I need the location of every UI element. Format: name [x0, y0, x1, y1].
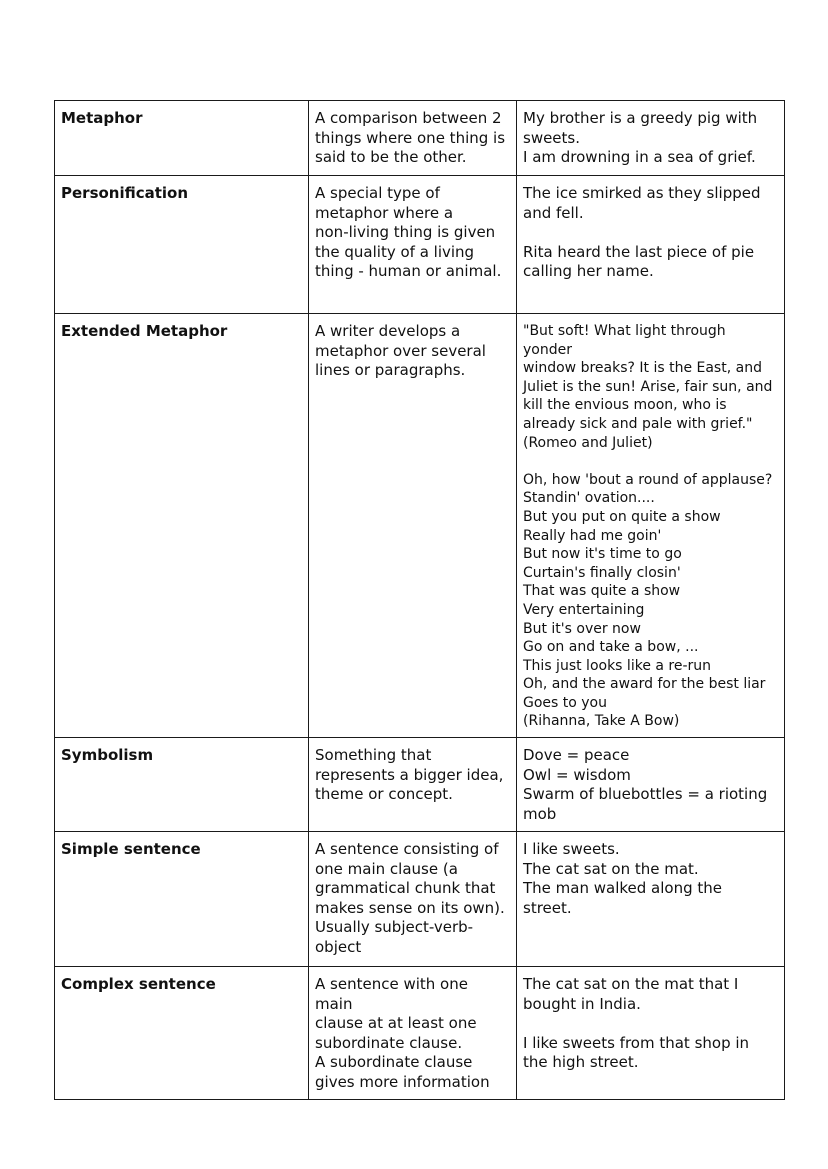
example-line: My brother is a greedy pig with	[523, 109, 758, 127]
definition-line: Something that	[315, 746, 432, 765]
example-cell	[517, 832, 785, 967]
term-label: Simple sentence	[61, 840, 201, 859]
definition-line: grammatical chunk that	[315, 879, 496, 898]
example-line: But it's over now	[523, 620, 641, 637]
example-line: The man walked along the	[523, 879, 722, 898]
example-line: Goes to you	[523, 694, 607, 711]
definition-line: metaphor where a	[315, 203, 454, 222]
table-row	[55, 314, 785, 738]
definition-line: object	[315, 938, 362, 957]
term-cell	[55, 314, 309, 738]
example-line: Oh, and the award for the best liar	[523, 676, 766, 693]
definition-line: non-living thing is given	[315, 223, 496, 242]
term-label: Personification	[61, 184, 189, 202]
definition-line: said to be the other.	[315, 148, 467, 167]
definition-line: metaphor over several	[315, 341, 486, 360]
table-row	[55, 832, 785, 967]
example-line: (Romeo and Juliet)	[523, 434, 653, 451]
definition-line: represents a bigger idea,	[315, 765, 504, 784]
example-line: Owl = wisdom	[523, 765, 631, 784]
definition-cell	[309, 101, 517, 176]
example-line: The cat sat on the mat.	[523, 859, 699, 878]
term-label: Complex sentence	[61, 975, 216, 994]
example-line: calling her name.	[523, 262, 654, 281]
example-line: I am drowning in a sea of grief.	[523, 148, 756, 167]
example-cell	[517, 101, 785, 176]
example-cell	[517, 314, 785, 738]
example-line: sweets.	[523, 128, 581, 147]
definition-line: A sentence consisting of	[315, 840, 499, 859]
example-line: That was quite a show	[523, 583, 681, 600]
table-row	[55, 738, 785, 832]
example-line	[523, 223, 778, 243]
example-line: and fell.	[523, 203, 584, 222]
example-line: But now it's time to go	[523, 546, 682, 563]
definition-cell	[309, 832, 517, 967]
table-row	[55, 176, 785, 314]
example-line: The cat sat on the mat that I	[523, 975, 739, 994]
definition-line: A subordinate clause	[315, 1053, 473, 1072]
example-line: Really had me goin'	[523, 527, 662, 544]
definition-line: theme or concept.	[315, 785, 453, 804]
example-line: I like sweets.	[523, 840, 620, 859]
definition-line: things where one thing is	[315, 128, 506, 147]
definition-line: Usually subject-verb-	[315, 918, 474, 937]
example-cell	[517, 738, 785, 832]
example-line: kill the envious moon, who is	[523, 397, 727, 414]
literary-terms-table	[54, 100, 785, 1100]
term-label: Symbolism	[61, 746, 154, 765]
definition-line: thing - human or animal.	[315, 262, 502, 281]
example-line: bought in India.	[523, 994, 641, 1013]
definition-line: A comparison between 2	[315, 109, 502, 127]
definition-line: A special type of	[315, 184, 440, 202]
example-line: Go on and take a bow, ...	[523, 639, 699, 656]
term-cell	[55, 738, 309, 832]
definition-line: makes sense on its own).	[315, 898, 505, 917]
term-label: Extended Metaphor	[61, 322, 228, 340]
example-line: I like sweets from that shop in	[523, 1033, 750, 1052]
term-label: Metaphor	[61, 109, 143, 127]
example-cell	[517, 967, 785, 1100]
example-line: Oh, how 'bout a round of applause?	[523, 471, 773, 488]
term-cell	[55, 101, 309, 176]
definition-cell	[309, 738, 517, 832]
example-line: Very entertaining	[523, 601, 645, 618]
example-line: window breaks? It is the East, and	[523, 360, 762, 377]
example-line: Rita heard the last piece of pie	[523, 242, 755, 261]
example-line: "But soft! What light through yonder	[523, 323, 731, 358]
example-line: This just looks like a re-run	[523, 657, 712, 674]
table-row	[55, 101, 785, 176]
example-line: (Rihanna, Take A Bow)	[523, 713, 680, 730]
example-line: Curtain's finally closin'	[523, 564, 681, 581]
example-line: already sick and pale with grief."	[523, 415, 753, 432]
glossary-sheet	[54, 100, 784, 1100]
term-cell	[55, 176, 309, 314]
example-cell	[517, 176, 785, 314]
example-line	[523, 452, 778, 471]
terms-table-body	[55, 101, 785, 1100]
example-line: But you put on quite a show	[523, 508, 721, 525]
example-line: Swarm of bluebottles = a rioting	[523, 785, 768, 804]
definition-line: the quality of a living	[315, 242, 475, 261]
term-cell	[55, 832, 309, 967]
example-line: mob	[523, 804, 557, 823]
definition-line: subordinate clause.	[315, 1033, 463, 1052]
example-line: Juliet is the sun! Arise, fair sun, and	[523, 378, 773, 395]
definition-line: A sentence with one main	[315, 975, 473, 1013]
definition-cell	[309, 314, 517, 738]
definition-line: lines or paragraphs.	[315, 361, 466, 380]
table-row	[55, 967, 785, 1100]
example-line: Dove = peace	[523, 746, 630, 765]
example-line: The ice smirked as they slipped	[523, 184, 761, 202]
definition-line: A writer develops a	[315, 322, 461, 340]
example-line	[523, 1014, 778, 1034]
example-line: the high street.	[523, 1053, 639, 1072]
definition-line: clause at at least one	[315, 1014, 477, 1033]
example-line: street.	[523, 898, 572, 917]
term-cell	[55, 967, 309, 1100]
definition-cell	[309, 967, 517, 1100]
example-line: Standin' ovation....	[523, 490, 655, 507]
definition-line: gives more information	[315, 1073, 490, 1092]
definition-cell	[309, 176, 517, 314]
definition-line: one main clause (a	[315, 859, 458, 878]
